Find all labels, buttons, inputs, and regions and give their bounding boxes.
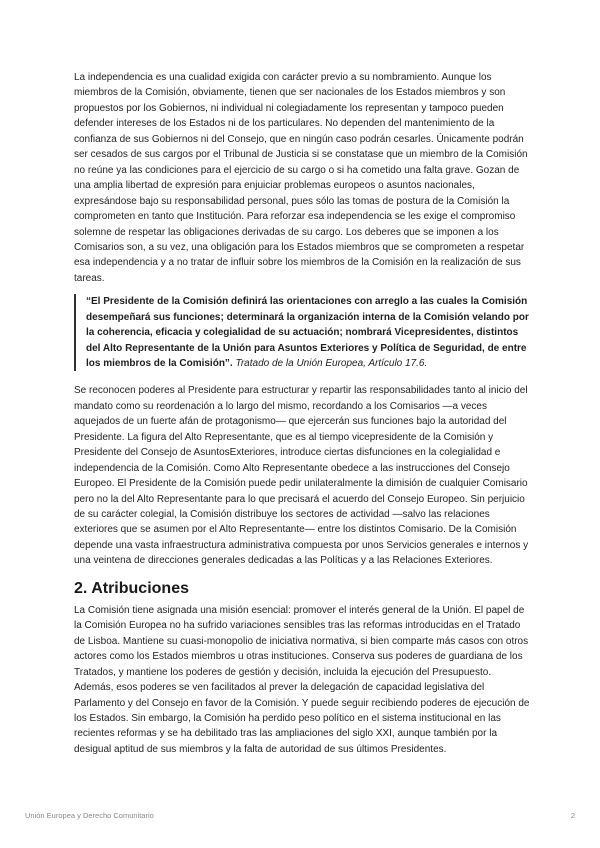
document-page [74, 70, 532, 757]
paragraph-independence: La independencia es una cualidad exigida con carácter previo a su nombramiento. Aunque los miembros de la Comisión, obviamente, tienen que ser nacionales de los Estados miembros y son propuestos por los Gobiernos, ni individual ni colegiadamente los representan y tampoco pueden defender intereses de los Estados ni de los particulares. No dependen del mantenimiento de la confianza de sus Gobiernos ni del Consejo, que en ningún caso podrán cesarles. Únicamente podrán ser cesados de sus cargos por el Tribunal de Justicia si se constatase que un miembro de la Comisión no reúne ya las condiciones para el ejercicio de su cargo o si ha cometido una falta grave. Gozan de una amplia libertad de expresión para enjuiciar problemas europeos o asuntos nacionales, expresándose bajo su responsabilidad personal, pues sólo las tomas de postura de la Comisión la comprometen en tanto que Institución. Para reforzar esa independencia se les exige el compromiso solemne de respetar las obligaciones derivadas de su cargo. Los deberes que se imponen a los Comisarios son, a su vez, una obligación para los Estados miembros que se comprometen a respetar esa independencia y a no tratar de influir sobre los miembros de la Comisión en la realización de sus tareas. [74, 72, 528, 284]
footer-title: Unión Europea y Derecho Comunitario [25, 811, 154, 820]
quote-text: “El Presidente de la Comisión definirá las orientaciones con arreglo a las cuales la Comisión desempeñará sus funciones; determinará la organización interna de la Comisión velando por la coherencia, eficacia y colegialidad de su actuación; nombrará Vicepresidentes, distintos del Alto Representante de la Unión para Asuntos Exteriores y Política de Seguridad, de entre los miembros de la Comisión”. [86, 296, 529, 369]
quote-source: Tratado de la Unión Europea, Artículo 17.6. [235, 357, 428, 369]
paragraph-attributions: La Comisión tiene asignada una misión esencial: promover el interés general de la Unión. El papel de la Comisión Europea no ha sufrido variaciones sensibles tras las reformas introducidas en el Tratado de Lisboa. Mantiene su cuasi-monopolio de iniciativa normativa, si bien comparte más casos con otros actores como los Estados miembros u otras instituciones. Conserva sus poderes de guardiana de los Tratados, y mantiene los poderes de gestión y decisión, incluida la ejecución del Presupuesto. Además, esos poderes se ven facilitados al prever la delegación de capacidad legislativa del Parlamento y del Consejo en favor de la Comisión. Y puede seguir recibiendo poderes de ejecución de los Estados. Sin embargo, la Comisión ha perdido peso político en el sistema institucional en las recientes reformas y se ha debilitado tras las ampliaciones del siglo XXI, aunque también por la desigual aptitud de sus miembros y la falta de autoridad de sus últimos Presidentes. [74, 604, 530, 755]
page-footer [25, 811, 575, 820]
page-number: 2 [570, 811, 575, 820]
paragraph-president-powers: Se reconocen poderes al Presidente para estructurar y repartir las responsabilidades tanto al inicio del mandato como su reordenación a lo largo del mismo, recordando a los Comisarios —a veces aquejados de un fuerte afán de protagonismo— que ejercerán sus funciones bajo la autoridad del Presidente. La figura del Alto Representante, que es al tiempo vicepresidente de la Comisión y Presidente del Consejo de AsuntosExteriores, introduce ciertas disfunciones en la colegialidad e independencia de la Comisión. Como Alto Representante obedece a las instrucciones del Consejo Europeo. El Presidente de la Comisión puede pedir unilateralmente la dimisión de cualquier Comisario pero no la del Alto Representante para lo que precisará el acuerdo del Consejo Europeo. Sin perjuicio de su carácter colegial, la Comisión distribuye los sectores de actividad —salvo las relaciones exteriores que se asumen por el Alto Representante— entre los distintos Comisario. De la Comisión depende una vasta infraestructura administrativa compuesta por unos Servicios generales e internos y una veintena de direcciones generales dedicadas a las Políticas y a las Relaciones Exteriores. [74, 385, 529, 567]
treaty-quote [74, 294, 532, 371]
section-heading: 2. Atribuciones [74, 579, 189, 597]
